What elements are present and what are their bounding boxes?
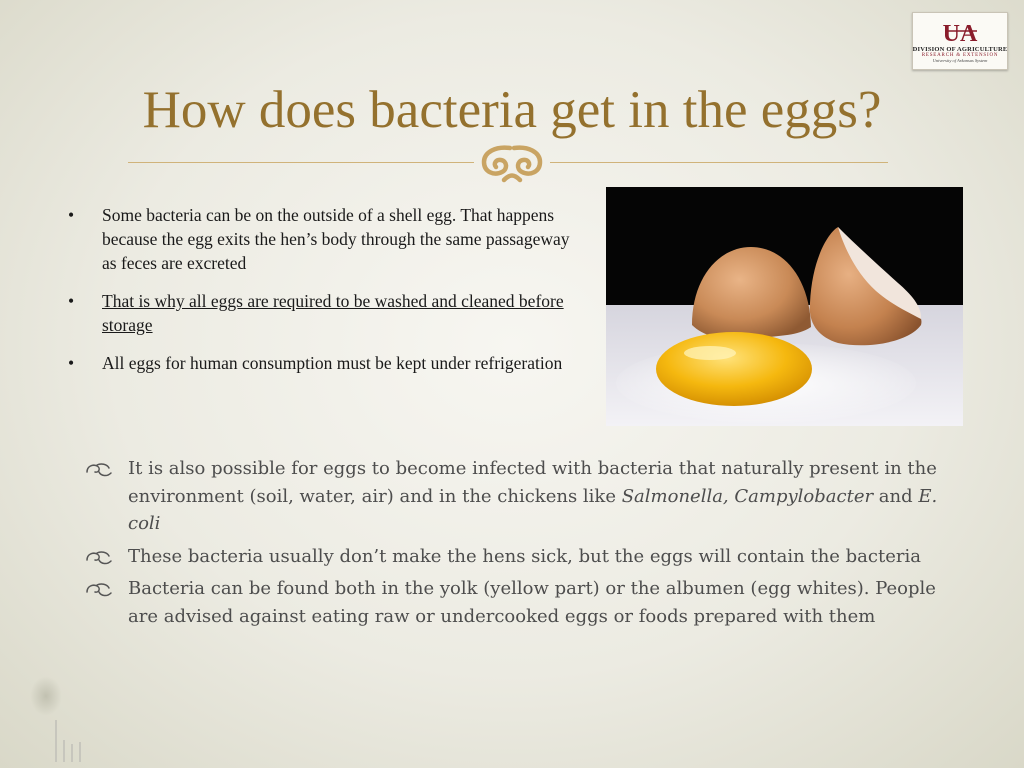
sub-point-list — [84, 455, 964, 635]
bullet-marker: • — [68, 291, 75, 311]
bullet-marker: • — [68, 353, 75, 373]
bullet-item — [64, 351, 584, 375]
ua-logo-icon — [933, 19, 987, 45]
sub-point-item — [84, 455, 964, 538]
italic-salmonella: Salmonella, — [621, 485, 729, 507]
title-rule-left — [128, 162, 474, 163]
svg-text:UA: UA — [942, 21, 978, 45]
university-logo — [912, 12, 1008, 70]
bullet-list — [64, 203, 584, 389]
egg-photo — [606, 187, 963, 426]
curl-bullet-icon — [84, 460, 114, 480]
bullet-marker: • — [68, 205, 75, 225]
sub-point-text: These bacteria usually don’t make the hens sick, but the eggs will contain the bacteria — [128, 545, 921, 567]
logo-research-text: RESEARCH & EXTENSION — [921, 53, 999, 58]
bullet-text-underlined: That is why all eggs are required to be washed and cleaned before storage — [102, 291, 564, 335]
curl-bullet-icon — [84, 548, 114, 568]
bullet-item — [64, 203, 584, 275]
sub-point-item — [84, 575, 964, 630]
faded-watermark-icon — [52, 718, 86, 764]
italic-ecoli: E. coli — [128, 485, 938, 534]
logo-division-text: DIVISION OF AGRICULTURE — [912, 46, 1008, 53]
title-rule-right — [550, 162, 888, 163]
sub-point-text: and — [873, 485, 919, 507]
sub-point-item — [84, 543, 964, 571]
sub-point-text: It is also possible for eggs to become infected with bacteria that naturally present in the environment (soil, water, air) and in the chickens like — [128, 458, 937, 507]
curl-ornament-icon — [474, 140, 550, 184]
logo-system-text: University of Arkansas System — [932, 58, 988, 63]
background-smudge — [30, 676, 62, 716]
curl-bullet-icon — [84, 580, 114, 600]
bullet-text: All eggs for human consumption must be kept under refrigeration — [102, 353, 563, 373]
slide-title: How does bacteria get in the eggs? — [142, 81, 882, 139]
italic-campylobacter: Campylobacter — [734, 485, 874, 507]
sub-point-text: Bacteria can be found both in the yolk (yellow part) or the albumen (egg whites). People are advised against eating raw or undercooked eggs or foods prepared with them — [128, 578, 936, 627]
bullet-item — [64, 289, 584, 337]
bullet-text: Some bacteria can be on the outside of a shell egg. That happens because the egg exits the hen’s body through the same passageway as feces are excreted — [102, 205, 570, 273]
